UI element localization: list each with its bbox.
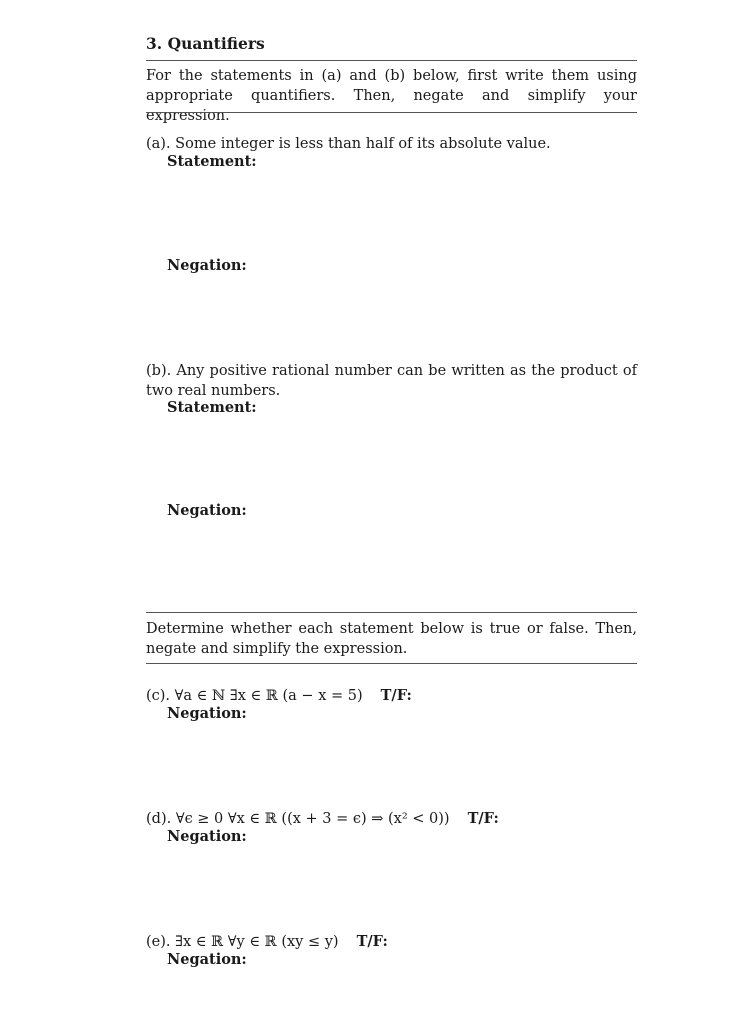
problem-c-negation-label: Negation: (167, 705, 247, 722)
problem-d-negation-label: Negation: (167, 828, 247, 845)
section-title: 3. Quantifiers (146, 34, 265, 53)
problem-a-text: (a). Some integer is less than half of its absolute value. (146, 136, 551, 152)
problem-d-tf-label: T/F: (467, 810, 499, 827)
problem-a-statement-label: Statement: (167, 153, 257, 170)
rule-bottom-1 (146, 112, 637, 113)
problem-b-text: (b). Any positive rational number can be written as the product of two real numbers. (146, 363, 637, 399)
instructions-second: Determine whether each statement below is true or false. Then, negate and simplify the expression. (146, 621, 637, 657)
problem-a-negation-label: Negation: (167, 257, 247, 274)
problem-b-negation-label: Negation: (167, 502, 247, 519)
rule-top-1 (146, 60, 637, 61)
problem-e-negation-label: Negation: (167, 951, 247, 968)
problem-e-tf-label: T/F: (356, 933, 388, 950)
problem-c-row (146, 686, 637, 706)
problem-b-statement-label: Statement: (167, 399, 257, 416)
instructions-first: For the statements in (a) and (b) below, first write them using appropriate quantifiers. Then, negate and simplify your expression. (146, 68, 637, 124)
problem-e-row (146, 932, 637, 952)
problem-d-row (146, 809, 637, 829)
problem-e-text: (e). ∃x ∈ ℝ ∀y ∈ ℝ (xy ≤ y) (146, 934, 339, 950)
rule-bottom-2 (146, 663, 637, 664)
rule-top-2 (146, 612, 637, 613)
problem-d-text: (d). ∀ϵ ≥ 0 ∀x ∈ ℝ ((x + 3 = ϵ) ⇒ (x² < 0)) (146, 811, 450, 827)
problem-c-tf-label: T/F: (380, 687, 412, 704)
problem-c-text: (c). ∀a ∈ ℕ ∃x ∈ ℝ (a − x = 5) (146, 688, 363, 704)
